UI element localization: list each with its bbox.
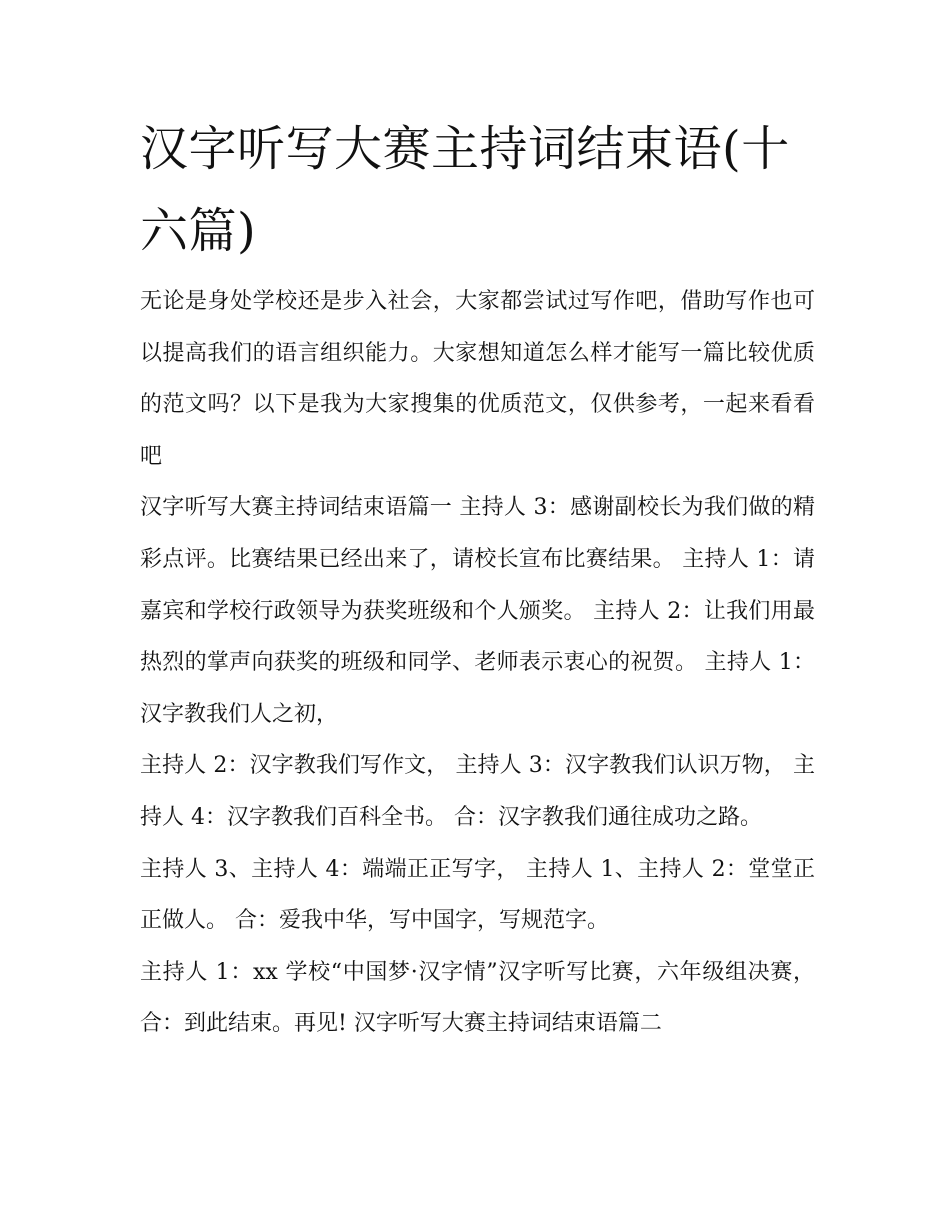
body-paragraph-1: 汉字听写大赛主持词结束语篇一 主持人 3：感谢副校长为我们做的精彩点评。比赛结果已经出来了，请校长宣布比赛结果。 主持人 1：请嘉宾和学校行政领导为获奖班级和个人颁奖。 主持人 2：让我们用最热烈的掌声向获奖的班级和同学、老师表示衷心的祝贺。 主持人 1：汉字教我们人之初，	[140, 495, 815, 727]
body-paragraph-3: 主持人 3、主持人 4：端端正正写字， 主持人 1、主持人 2：堂堂正正做人。 合：爱我中华，写中国字，写规范字。	[140, 856, 815, 934]
body-paragraph-4: 主持人 1：xx 学校“中国梦·汉字情”汉字听写比赛，六年级组决赛， 合：到此结束。再见! 汉字听写大赛主持词结束语篇二	[140, 959, 815, 1037]
document-title: 汉字听写大赛主持词结束语(十六篇)	[140, 121, 790, 259]
intro-paragraph: 无论是身处学校还是步入社会，大家都尝试过写作吧，借助写作也可以提高我们的语言组织能力。大家想知道怎么样才能写一篇比较优质的范文吗？以下是我为大家搜集的优质范文，仅供参考，一起来看看吧	[140, 289, 815, 469]
document-page	[140, 108, 815, 1050]
body-paragraph-2: 主持人 2：汉字教我们写作文， 主持人 3：汉字教我们认识万物， 主持人 4：汉字教我们百科全书。 合：汉字教我们通往成功之路。	[140, 753, 815, 830]
